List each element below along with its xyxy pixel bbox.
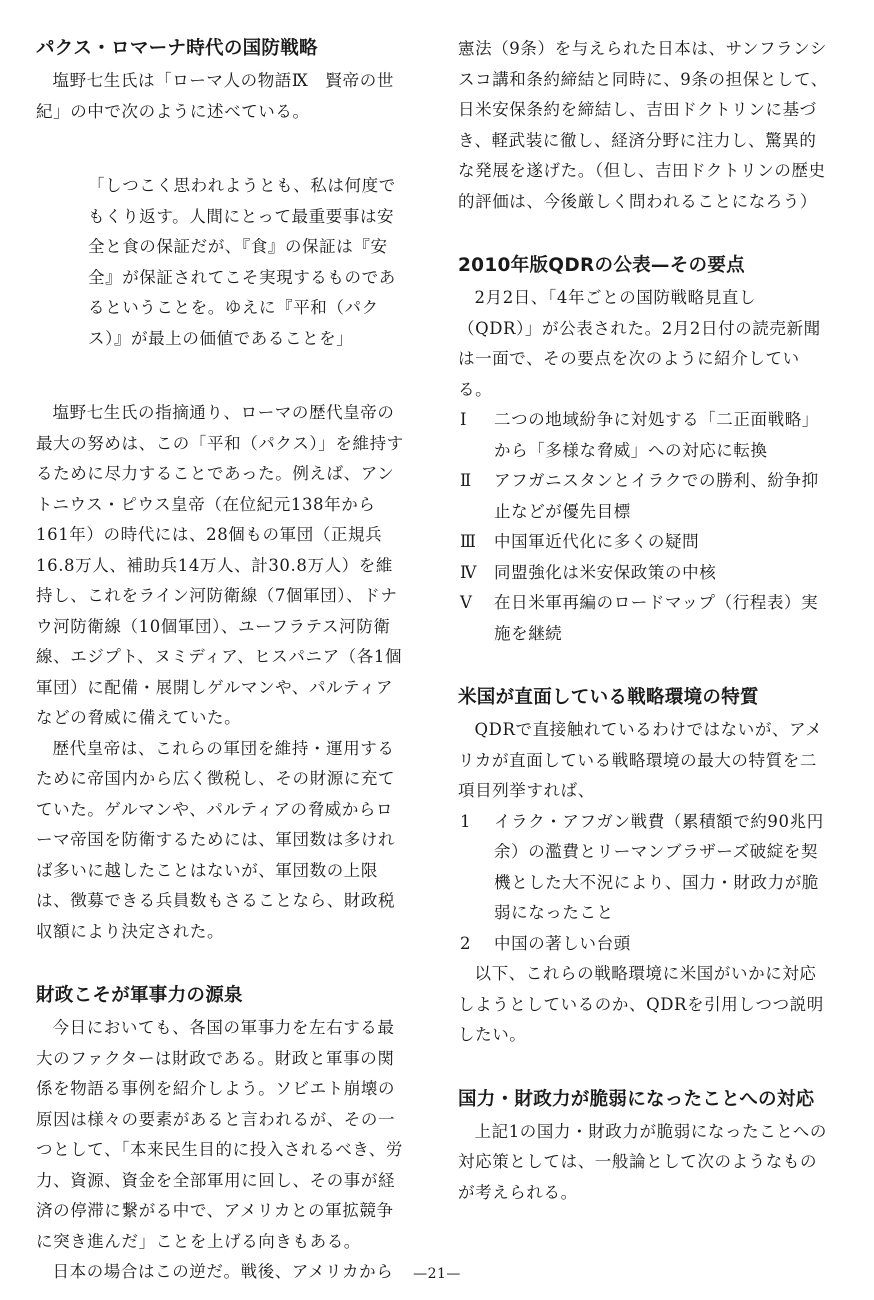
paragraph-intro: 塩野七生氏は「ローマ人の物語Ⅸ 賢帝の世紀」の中で次のように述べている。 — [36, 71, 394, 121]
list-item-number: Ⅴ — [460, 593, 473, 612]
list-item — [458, 588, 828, 649]
list-item-number: 2 — [460, 933, 472, 953]
heading-national-power-response: 国力・財政力が脆弱になったことへの対応 — [458, 1088, 815, 1110]
heading-finance-military: 財政こそが軍事力の源泉 — [36, 985, 243, 1006]
list-item-text: 二つの地域紛争に対処する「二正面戦略」から「多様な脅威」への対応に転換 — [494, 410, 819, 460]
left-column — [36, 34, 406, 1288]
qdr-points-list — [458, 405, 828, 649]
list-item — [458, 929, 828, 960]
list-item — [458, 807, 828, 929]
heading-pax-romana: パクス・ロマーナ時代の国防戦略 — [36, 38, 318, 59]
paragraph-roman-legions: 塩野七生氏の指摘通り、ローマの歴代皇帝の最大の努めは、この「平和（パクス）」を維持するために尽力することであった。例えば、アントニウス・ピウス皇帝（在位紀元138年から161年）の時代には、28個もの軍団（正規兵16.8万人、補助兵14万人、計30.8万人）を維持し、これをライン河防衛線（7個軍団）、ドナウ河防衛線（10個軍団）、ユーフラテス河防衛線、エジプト、ヌミディア、ヒスパニア（各1個軍団）に配備・展開しゲルマンや、パルティアなどの脅威に備えていた。 — [36, 403, 404, 727]
list-item-number: Ⅲ — [460, 532, 477, 551]
list-item-text: 中国軍近代化に多くの疑問 — [494, 532, 700, 551]
right-column — [458, 34, 828, 1208]
quotation: 「しつこく思われようとも、私は何度でもくり返す。人間にとって最重要事は安全と食の保証だが、『食』の保証は『安全』が保証されてこそ実現するものであるということを。ゆえに『平和（パクス）』が最上の価値であることを」 — [88, 176, 396, 348]
list-item — [458, 558, 828, 589]
paragraph-following: 以下、これらの戦略環境に米国がいかに対応しようとしているのか、QDRを引用しつつ説明したい。 — [458, 964, 824, 1044]
list-item — [458, 527, 828, 558]
paragraph-strategic-intro: QDRで直接触れているわけではないが、アメリカが直面している戦略環境の最大の特質を二項目列挙すれば、 — [458, 720, 823, 800]
list-item — [458, 405, 828, 466]
list-item-text: 同盟強化は米安保政策の中核 — [494, 562, 717, 582]
list-item-text: アフガニスタンとイラクでの勝利、紛争抑止などが優先目標 — [494, 471, 819, 521]
paragraph-japan-start: 日本の場合はこの逆だ。戦後、アメリカから — [52, 1262, 394, 1281]
strategic-points-list — [458, 807, 828, 960]
paragraph-response: 上記1の国力・財政力が脆弱になったことへの対応策としては、一般論として次のようなものが考えられる。 — [458, 1121, 827, 1202]
paragraph-qdr-announce: 2月2日、「4年ごとの国防戦略見直し（QDR）」が公表された。2月2日付の読売新聞は一面で、その要点を次のように紹介している。 — [458, 288, 821, 399]
list-item — [458, 466, 828, 527]
paragraph-japan-continued: 憲法（9条）を与えられた日本は、サンフランシスコ講和条約締結と同時に、9条の担保として、日米安保条約を締結し、吉田ドクトリンに基づき、軽武装に徹し、経済分野に注力し、驚異的な発展を遂げた。（但し、吉田ドクトリンの歴史的評価は、今後厳しく問われることになろう） — [458, 39, 828, 211]
list-item-number: Ⅳ — [460, 562, 478, 582]
list-item-number: Ⅱ — [460, 471, 472, 490]
paragraph-taxation: 歴代皇帝は、これらの軍団を維持・運用するために帝国内から広く徴税し、その財源に充てていた。ゲルマンや、パルティアの脅威からローマ帝国を防衛するためには、軍団数は多ければ多いに越したことはないが、軍団数の上限は、徴募できる兵員数もさることなら、財政税収額により決定された。 — [36, 738, 396, 941]
page-number: —21— — [413, 1266, 461, 1282]
list-item-text: 在日米軍再編のロードマップ（行程表）実施を継続 — [494, 593, 819, 643]
paragraph-soviet: 今日においても、各国の軍事力を左右する最大のファクターは財政である。財政と軍事の関係を物語る事例を紹介しよう。ソビエト崩壊の原因は様々の要素があると言われるが、その一つとして、「本来民生目的に投入されるべき、労力、資源、資金を全部軍用に回し、その事が経済の停滞に繋がる中で、アメリカとの軍拡競争に突き進んだ」ことを上げる向きもある。 — [36, 1018, 403, 1251]
list-item-text: 中国の著しい台頭 — [494, 933, 631, 953]
list-item-text: イラク・アフガン戦費（累積額で約90兆円余）の濫費とリーマンブラザーズ破綻を契機とした大不況により、国力・財政力が脆弱になったこと — [494, 811, 824, 922]
list-item-number: Ⅰ — [460, 410, 468, 429]
heading-strategic-environment: 米国が直面している戦略環境の特質 — [458, 687, 759, 708]
heading-qdr-2010: 2010年版QDRの公表—その要点 — [458, 255, 745, 276]
list-item-number: 1 — [460, 811, 472, 831]
